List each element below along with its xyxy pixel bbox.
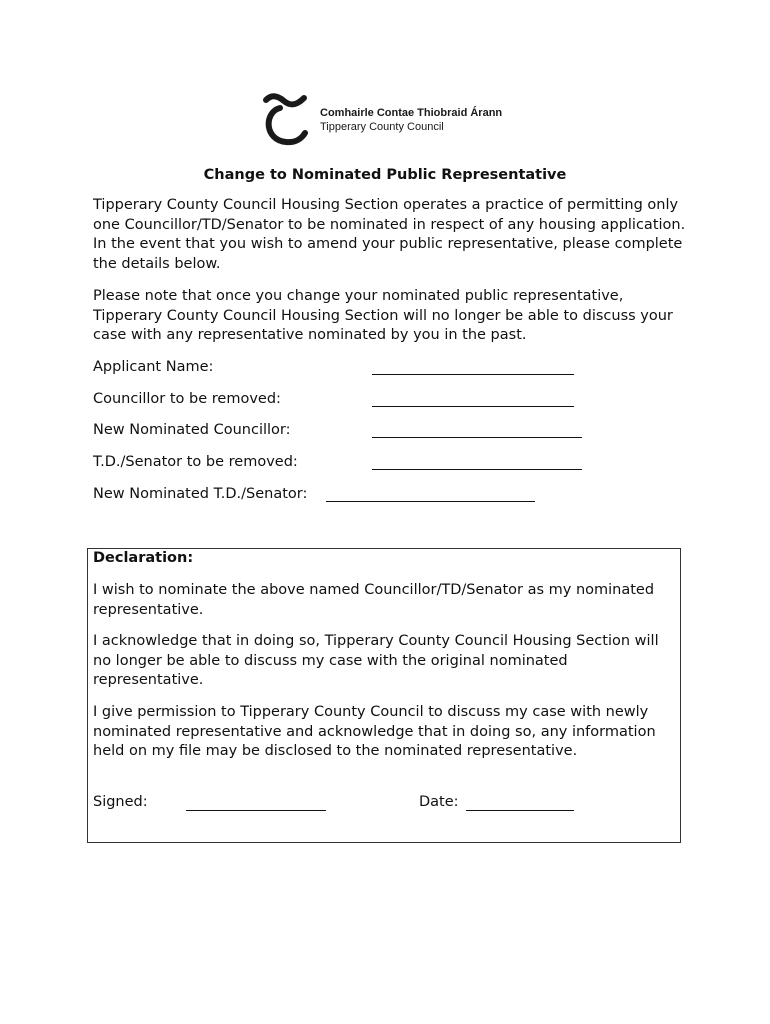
signature-field[interactable] xyxy=(186,810,326,811)
declaration-box xyxy=(87,548,681,843)
logo-name-irish: Comhairle Contae Thiobraid Árann xyxy=(320,107,503,119)
intro-paragraph-1: Tipperary County Council Housing Section operates a practice of permitting only one Councillor/TD/Senator to be nominated in respect of any housing application. In the event that you wish to amend your public representative, please complete the details below. xyxy=(93,197,686,272)
logo-name-english: Tipperary County Council xyxy=(320,121,444,133)
signed-label: Signed: xyxy=(93,794,148,810)
td-senator-removed-field[interactable] xyxy=(372,469,582,470)
council-logo-icon xyxy=(258,92,314,148)
councillor-removed-label: Councillor to be removed: xyxy=(93,391,281,407)
declaration-paragraph-1: I wish to nominate the above named Councillor/TD/Senator as my nominated representative. xyxy=(93,582,655,618)
date-field[interactable] xyxy=(466,810,574,811)
new-td-senator-field[interactable] xyxy=(326,501,535,502)
applicant-name-label: Applicant Name: xyxy=(93,359,214,375)
applicant-name-field[interactable] xyxy=(372,374,574,375)
page-title: Change to Nominated Public Representative xyxy=(203,167,567,183)
date-label: Date: xyxy=(419,794,459,810)
declaration-heading: Declaration: xyxy=(93,550,194,566)
declaration-paragraph-2: I acknowledge that in doing so, Tipperary County Council Housing Section will no longer be able to discuss my case with the original nominated representative. xyxy=(93,633,659,689)
councillor-removed-field[interactable] xyxy=(372,406,574,407)
td-senator-removed-label: T.D./Senator to be removed: xyxy=(93,454,298,470)
council-logo xyxy=(258,92,518,148)
declaration-paragraph-3: I give permission to Tipperary County Council to discuss my case with newly nominated representative and acknowledge that in doing so, any information held on my file may be disclosed to the nominated representative. xyxy=(93,704,656,760)
intro-paragraph-2: Please note that once you change your nominated public representative, Tipperary County Council Housing Section will no longer be able to discuss your case with any representative nominated by you in the past. xyxy=(93,288,673,344)
new-councillor-field[interactable] xyxy=(372,437,582,438)
new-councillor-label: New Nominated Councillor: xyxy=(93,422,291,438)
new-td-senator-label: New Nominated T.D./Senator: xyxy=(93,486,308,502)
